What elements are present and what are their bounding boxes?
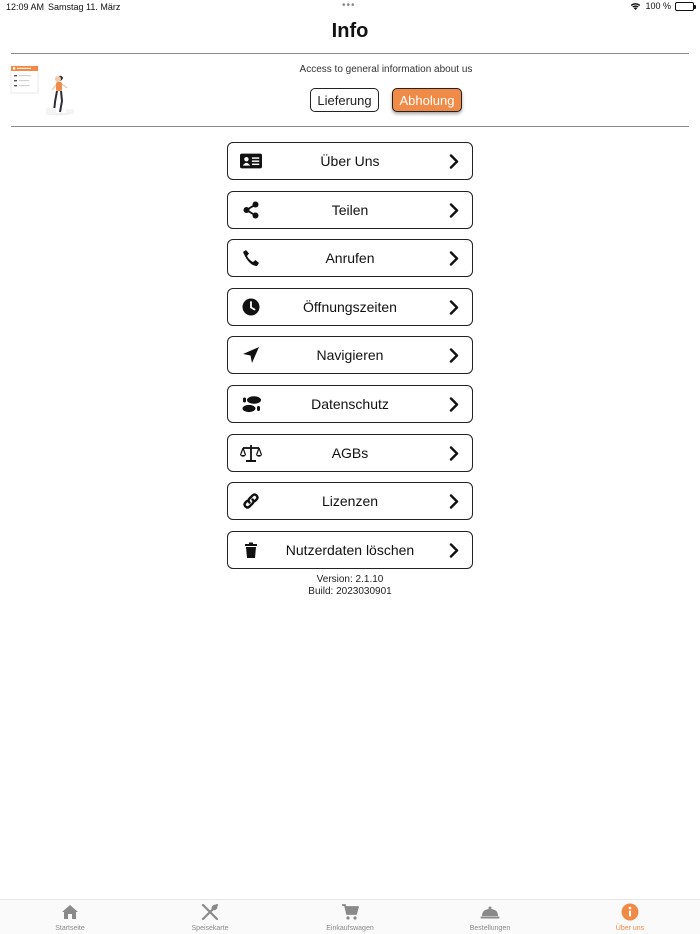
tab-label: Bestellungen xyxy=(469,925,511,932)
menu-item-teilen[interactable] xyxy=(227,191,473,229)
divider-hero xyxy=(11,126,689,127)
battery-icon xyxy=(675,2,694,11)
multitasking-dots[interactable]: ••• xyxy=(342,0,356,11)
info-illustration xyxy=(10,64,76,116)
info-menu xyxy=(227,142,473,579)
wifi-icon xyxy=(630,2,641,11)
page-title: Info xyxy=(331,20,369,42)
menu-item-oeffnungszeiten[interactable] xyxy=(227,288,473,326)
menu-item-anrufen[interactable] xyxy=(227,239,473,277)
chevron-right-icon xyxy=(449,348,459,363)
menu-item-label: AGBs xyxy=(331,444,369,461)
tab-einkaufswagen[interactable] xyxy=(310,903,390,932)
cloche-icon xyxy=(450,903,530,921)
tab-label: Einkaufswagen xyxy=(326,925,374,932)
build-text: Build: 2023030901 xyxy=(308,586,392,597)
status-time: 12:09 AM xyxy=(6,2,45,12)
menu-item-datenschutz[interactable] xyxy=(227,385,473,423)
info-icon xyxy=(590,903,670,921)
menu-item-agbs[interactable] xyxy=(227,434,473,472)
status-bar xyxy=(0,0,700,14)
menu-item-label: Datenschutz xyxy=(311,395,389,412)
tab-ueber-uns[interactable] xyxy=(590,903,670,932)
tab-bar xyxy=(0,899,700,934)
version-info xyxy=(0,574,700,598)
tab-bestellungen[interactable] xyxy=(450,903,530,932)
chevron-right-icon xyxy=(449,397,459,412)
menu-item-label: Öffnungszeiten xyxy=(303,298,397,315)
menu-item-label: Teilen xyxy=(331,201,369,218)
chevron-right-icon xyxy=(449,154,459,169)
menu-item-nutzerdaten-loeschen[interactable] xyxy=(227,531,473,569)
menu-item-label: Lizenzen xyxy=(321,493,379,510)
tab-startseite[interactable] xyxy=(30,903,110,932)
tab-label: Über uns xyxy=(615,925,645,932)
lieferung-button[interactable]: Lieferung xyxy=(310,88,379,112)
menu-item-label: Anrufen xyxy=(325,250,375,267)
home-icon xyxy=(30,903,110,921)
status-date: Samstag 11. März xyxy=(48,2,121,12)
menu-item-label: Über Uns xyxy=(320,153,380,169)
abholung-button[interactable]: Abholung xyxy=(392,88,462,112)
tab-speisekarte[interactable] xyxy=(170,903,250,932)
divider-top xyxy=(11,53,689,54)
battery-percent: 100 % xyxy=(645,1,671,11)
chevron-right-icon xyxy=(449,251,459,266)
menu-item-lizenzen[interactable] xyxy=(227,482,473,520)
status-right xyxy=(630,1,694,11)
utensils-icon xyxy=(170,903,250,921)
chevron-right-icon xyxy=(449,300,459,315)
chevron-right-icon xyxy=(449,494,459,509)
info-subtitle: Access to general information about us xyxy=(299,64,473,75)
menu-item-label: Navigieren xyxy=(316,347,384,364)
chevron-right-icon xyxy=(449,543,459,558)
chevron-right-icon xyxy=(449,446,459,461)
menu-item-ueber-uns[interactable] xyxy=(227,142,473,180)
tab-label: Startseite xyxy=(55,925,85,932)
cart-icon xyxy=(310,903,390,921)
version-text: Version: 2.1.10 xyxy=(316,574,384,585)
menu-item-navigieren[interactable] xyxy=(227,336,473,374)
tab-label: Speisekarte xyxy=(191,925,229,932)
chevron-right-icon xyxy=(449,203,459,218)
menu-item-label: Nutzerdaten löschen xyxy=(285,541,415,558)
